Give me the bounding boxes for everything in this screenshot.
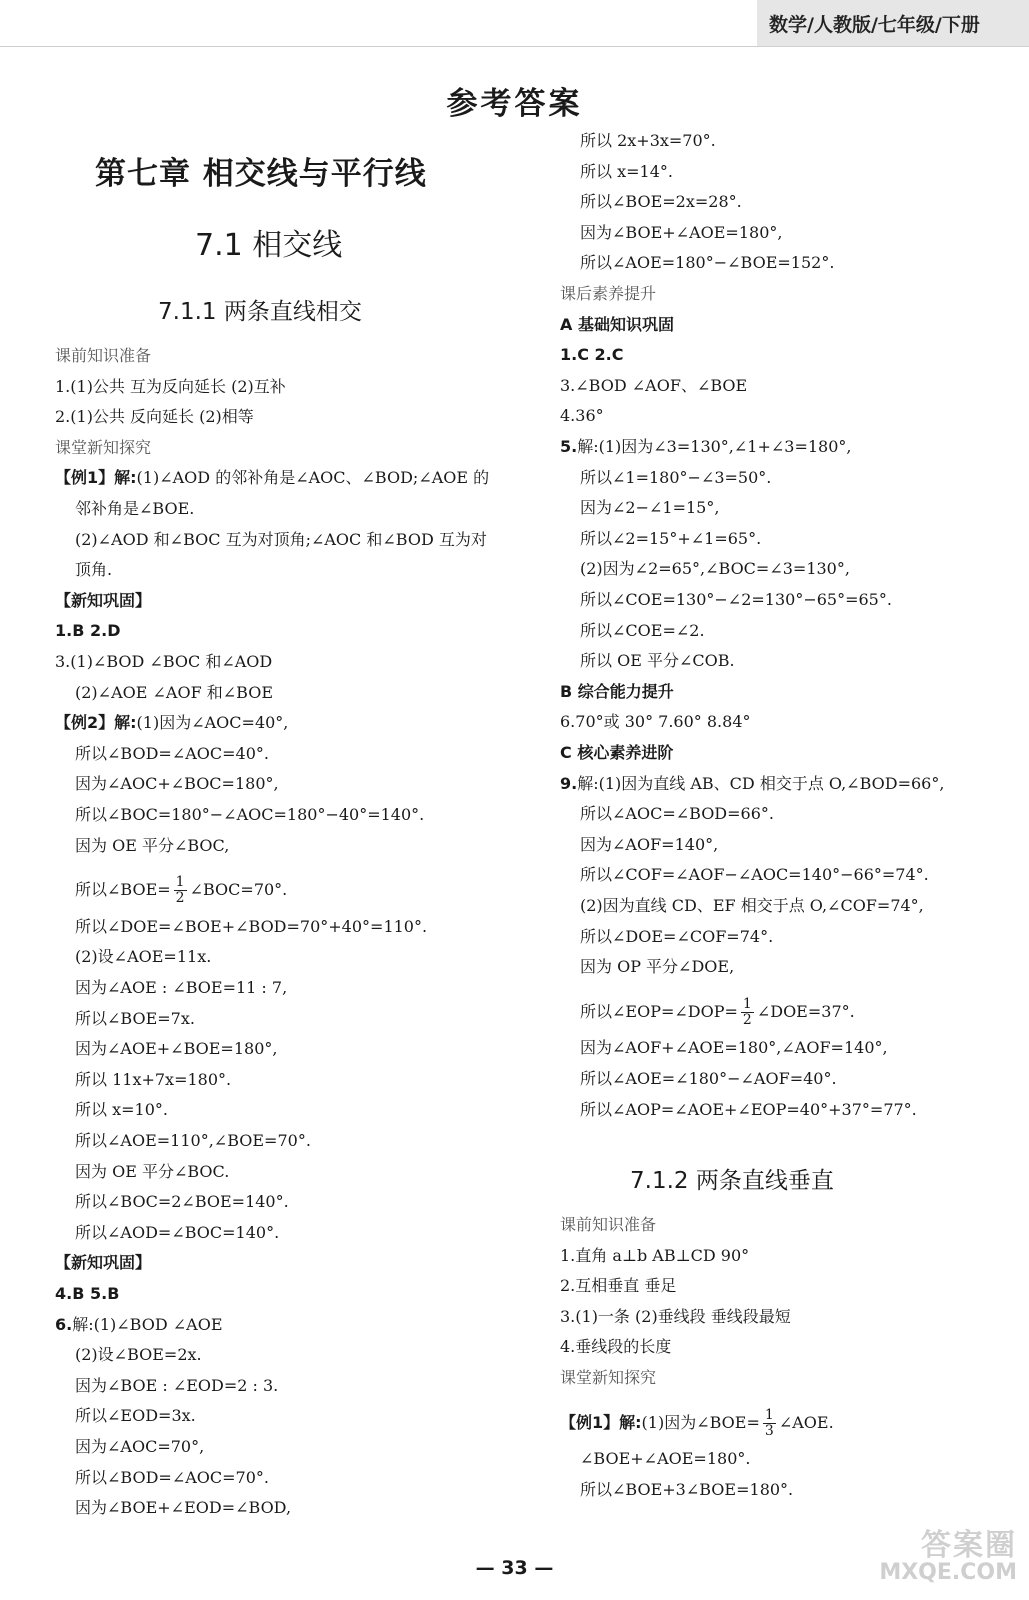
answer-text: 所以 2x+3x=70°.	[580, 131, 716, 150]
answer-line	[580, 252, 834, 274]
section-label	[560, 1367, 656, 1389]
answer-line	[560, 1306, 791, 1328]
answer-text: 1.C 2.C	[560, 345, 624, 365]
answer-line	[75, 1191, 289, 1213]
answer-line	[75, 1069, 231, 1091]
answer-text: 课堂新知探究	[55, 437, 152, 457]
answer-line	[75, 946, 211, 968]
answer-line	[580, 558, 850, 580]
answer-text: 所以∠BOE=7x.	[75, 1008, 195, 1028]
section-label	[55, 437, 151, 459]
answer-line	[75, 682, 273, 704]
answer-text: 因为∠AOE+∠BOE=180°,	[75, 1039, 278, 1059]
answer-text: 因为∠AOF+∠AOE=180°,∠AOF=140°,	[580, 1038, 888, 1058]
answer-text: 因为∠AOC+∠BOC=180°,	[75, 774, 279, 794]
answer-line	[75, 1099, 168, 1121]
answer-line	[580, 222, 782, 244]
fraction-denominator: 2	[742, 1011, 752, 1028]
answer-text: 解:(1)因为直线 AB、CD 相交于点 O,∠BOD=66°,	[577, 773, 945, 793]
answer-text: 4.B 5.B	[55, 1284, 120, 1303]
answer-text: 【新知巩固】	[55, 590, 152, 610]
answer-line	[75, 977, 287, 999]
answer-lead: 【例1】解:	[55, 468, 137, 488]
answer-text: 课前知识准备	[55, 346, 152, 365]
answer-line	[580, 803, 774, 825]
answer-lead: 【例1】解:	[560, 1412, 642, 1432]
answer-line	[560, 742, 673, 764]
section-label	[560, 283, 656, 305]
answer-text: 因为∠AOE : ∠BOE=11 : 7,	[75, 978, 288, 997]
answer-text: 所以∠BOC=2∠BOE=140°.	[75, 1192, 289, 1212]
answer-text: 所以∠EOD=3x.	[75, 1406, 196, 1426]
answer-line	[55, 376, 286, 398]
answer-text: 所以∠BOE=	[75, 880, 171, 900]
fraction	[763, 1408, 776, 1439]
answer-text: 3.(1)一条 (2)垂线段 垂线段最短	[560, 1306, 791, 1326]
page-number: — 33 —	[475, 1557, 554, 1579]
answer-text: 所以∠COF=∠AOF−∠AOC=140°−66°=74°.	[580, 865, 929, 885]
fraction-numerator: 1	[742, 995, 752, 1012]
answer-text: 所以∠DOE=∠COF=74°.	[580, 926, 774, 946]
answer-lead: 6.	[55, 1314, 73, 1334]
answer-text: 所以 x=14°.	[580, 161, 673, 181]
fraction	[174, 875, 187, 906]
chapter-title: 第七章 相交线与平行线	[95, 156, 427, 192]
answer-text: (2)因为∠2=65°,∠BOC=∠3=130°,	[580, 559, 850, 579]
section-label	[560, 1214, 656, 1236]
answer-text: 4.垂线段的长度	[560, 1337, 672, 1357]
answer-text: 所以∠AOE=110°,∠BOE=70°.	[75, 1131, 311, 1150]
answer-line	[75, 1130, 311, 1152]
answer-text: 2.(1)公共 反向延长 (2)相等	[55, 407, 254, 427]
answer-line	[580, 1037, 888, 1059]
answer-line	[560, 1336, 671, 1358]
answer-line	[560, 1408, 834, 1439]
answer-text: (2)设∠AOE=11x.	[75, 947, 212, 967]
header-label: 数学/人教版/七年级/下册	[769, 13, 980, 36]
answer-text: 1.直角 a⊥b AB⊥CD 90°	[560, 1245, 750, 1265]
answer-text-tail: ∠BOC=70°.	[189, 880, 288, 900]
answer-text: 所以∠AOD=∠BOC=140°.	[75, 1222, 280, 1242]
answer-text: 因为∠BOE+∠AOE=180°,	[580, 222, 783, 242]
answer-text: 所以∠BOE=2x=28°.	[580, 192, 742, 212]
answer-line	[580, 926, 773, 948]
answer-text: 所以 OE 平分∠COB.	[580, 651, 735, 671]
answer-text: 课前知识准备	[560, 1215, 657, 1234]
page-title: 参考答案	[446, 86, 583, 122]
answer-line	[55, 590, 151, 612]
answer-line	[75, 1008, 195, 1030]
answer-line	[580, 864, 929, 886]
header-divider	[0, 46, 1029, 47]
answer-text: 所以∠BOD=∠AOC=70°.	[75, 1467, 269, 1487]
answer-line	[560, 344, 623, 366]
answer-text: (2)∠AOE ∠AOF 和∠BOE	[75, 682, 274, 702]
fraction	[741, 997, 754, 1028]
answer-line	[55, 406, 254, 428]
fraction-denominator: 2	[175, 890, 185, 907]
answer-line	[580, 130, 716, 152]
answer-text: 所以∠2=15°+∠1=65°.	[580, 528, 762, 548]
answer-line	[75, 1497, 291, 1519]
answer-text: B 综合能力提升	[560, 681, 674, 701]
answer-text: 邻补角是∠BOE.	[75, 499, 195, 518]
answer-text: 所以∠BOC=180°−∠AOC=180°−40°=140°.	[75, 805, 425, 824]
answer-line	[580, 1448, 750, 1470]
answer-line	[580, 528, 761, 550]
answer-line	[55, 712, 288, 734]
answer-text: 因为 OP 平分∠DOE,	[580, 957, 735, 977]
answer-lead: 【例2】解:	[55, 713, 137, 733]
answer-text: 所以∠COE=∠2.	[580, 620, 705, 640]
answer-text: 因为∠AOF=140°,	[580, 834, 719, 854]
answer-line	[75, 1038, 277, 1060]
answer-text: 【新知巩固】	[55, 1253, 152, 1273]
answer-text: 所以∠BOD=∠AOC=40°.	[75, 743, 269, 763]
answer-text: 所以∠AOC=∠BOD=66°.	[580, 804, 774, 824]
answer-line	[75, 1161, 229, 1183]
answer-line	[580, 997, 855, 1028]
answer-line	[560, 436, 852, 458]
answer-text: (1)∠AOD 的邻补角是∠AOC、∠BOD;∠AOE 的	[136, 468, 490, 488]
answer-text: 解:(1)因为∠3=130°,∠1+∠3=180°,	[577, 437, 852, 456]
answer-text: 因为 OE 平分∠BOC.	[75, 1161, 230, 1181]
answer-line	[580, 1479, 793, 1501]
answer-text: A 基础知识巩固	[560, 314, 674, 334]
answer-text: C 核心素养进阶	[560, 743, 674, 762]
answer-line	[75, 835, 229, 857]
answer-text-tail: ∠AOE.	[778, 1412, 834, 1432]
answer-line	[580, 1099, 917, 1121]
answer-line	[75, 804, 424, 826]
answer-text: 所以∠AOP=∠AOE+∠EOP=40°+37°=77°.	[580, 1099, 917, 1119]
answer-text: 所以∠COE=130°−∠2=130°−65°=65°.	[580, 590, 892, 609]
answer-text: 所以∠DOE=∠BOE+∠BOD=70°+40°=110°.	[75, 916, 428, 936]
answer-line	[75, 559, 112, 581]
answer-line	[75, 916, 427, 938]
answer-lead: 5.	[560, 437, 578, 456]
answer-line	[55, 1314, 223, 1336]
answer-line	[560, 375, 747, 397]
answer-line	[580, 956, 734, 978]
answer-line	[580, 895, 924, 917]
answer-line	[580, 620, 705, 642]
answer-line	[580, 467, 771, 489]
subsection-title-2: 7.1.2 两条直线垂直	[630, 1168, 834, 1194]
answer-line	[55, 620, 120, 642]
answer-text: 所以∠AOE=180°−∠BOE=152°.	[580, 253, 835, 273]
header-bar	[757, 0, 1029, 46]
answer-text: 6.70°或 30° 7.60° 8.84°	[560, 712, 751, 732]
answer-line	[75, 773, 279, 795]
answer-line	[580, 834, 718, 856]
answer-line	[75, 1344, 202, 1366]
answer-text: 课堂新知探究	[560, 1368, 657, 1387]
answer-text: 因为 OE 平分∠BOC,	[75, 835, 230, 855]
watermark-logo: 答案圈	[921, 1528, 1017, 1563]
answer-text: (2)设∠BOE=2x.	[75, 1345, 202, 1365]
answer-line	[75, 1405, 196, 1427]
watermark-url: MXQE.COM	[879, 1560, 1017, 1585]
answer-text: 1.(1)公共 互为反向延长 (2)互补	[55, 376, 286, 396]
answer-line	[560, 1245, 749, 1267]
answer-text: (1)因为∠BOE=	[641, 1412, 760, 1432]
answer-line	[75, 1467, 269, 1489]
answer-line	[75, 743, 269, 765]
answer-text: 2.互相垂直 垂足	[560, 1276, 677, 1296]
answer-line	[560, 1275, 676, 1297]
answer-line	[560, 405, 604, 427]
answer-text: (2)因为直线 CD、EF 相交于点 O,∠COF=74°,	[580, 896, 924, 915]
answer-text: 所以∠1=180°−∠3=50°.	[580, 467, 772, 487]
answer-line	[560, 773, 944, 795]
answer-line	[75, 1222, 279, 1244]
answer-text: (1)因为∠AOC=40°,	[136, 713, 289, 733]
answer-text: 因为∠AOC=70°,	[75, 1437, 205, 1456]
fraction-denominator: 3	[764, 1422, 774, 1439]
answer-text: 3.(1)∠BOD ∠BOC 和∠AOD	[55, 652, 273, 671]
fraction-numerator: 1	[175, 874, 185, 891]
answer-text: 4.36°	[560, 406, 604, 426]
subsection-title: 7.1.1 两条直线相交	[158, 299, 362, 325]
answer-line	[580, 191, 742, 213]
answer-lead: 9.	[560, 773, 578, 793]
fraction-numerator: 1	[764, 1406, 774, 1423]
answer-line	[55, 467, 489, 489]
answer-text: ∠BOE+∠AOE=180°.	[580, 1449, 751, 1469]
answer-line	[75, 1375, 278, 1397]
answer-text: 所以∠BOE+3∠BOE=180°.	[580, 1479, 794, 1499]
answer-text: 所以∠EOP=∠DOP=	[580, 1001, 738, 1021]
answer-line	[560, 681, 674, 703]
answer-line	[580, 1068, 837, 1090]
answer-text-tail: ∠DOE=37°.	[756, 1001, 855, 1021]
answer-text: 因为∠BOE+∠EOD=∠BOD,	[75, 1498, 292, 1518]
answer-line	[55, 651, 272, 673]
answer-line	[75, 1436, 204, 1458]
answer-line	[580, 497, 719, 519]
answer-text: 1.B 2.D	[55, 621, 121, 641]
answer-line	[560, 314, 674, 336]
section-label	[55, 345, 151, 367]
answer-text: 解:(1)∠BOD ∠AOE	[72, 1314, 223, 1334]
answer-line	[75, 875, 287, 906]
answer-line	[75, 529, 487, 551]
section-title: 7.1 相交线	[195, 228, 343, 263]
answer-line	[560, 711, 751, 733]
answer-line	[55, 1252, 151, 1274]
answer-text: (2)∠AOD 和∠BOC 互为对顶角;∠AOC 和∠BOD 互为对	[75, 529, 487, 549]
answer-text: 3.∠BOD ∠AOF、∠BOE	[560, 375, 748, 395]
answer-line	[580, 650, 735, 672]
answer-text: 因为∠BOE : ∠EOD=2 : 3.	[75, 1375, 279, 1395]
answer-text: 所以 11x+7x=180°.	[75, 1069, 232, 1089]
answer-line	[580, 161, 673, 183]
answer-text: 课后素养提升	[560, 284, 657, 303]
answer-text: 所以 x=10°.	[75, 1100, 168, 1120]
answer-line	[580, 589, 892, 611]
answer-text: 因为∠2−∠1=15°,	[580, 498, 720, 518]
answer-text: 顶角.	[75, 560, 113, 580]
answer-text: 所以∠AOE=∠180°−∠AOF=40°.	[580, 1069, 837, 1088]
answer-line	[75, 498, 194, 520]
answer-line	[55, 1283, 119, 1305]
